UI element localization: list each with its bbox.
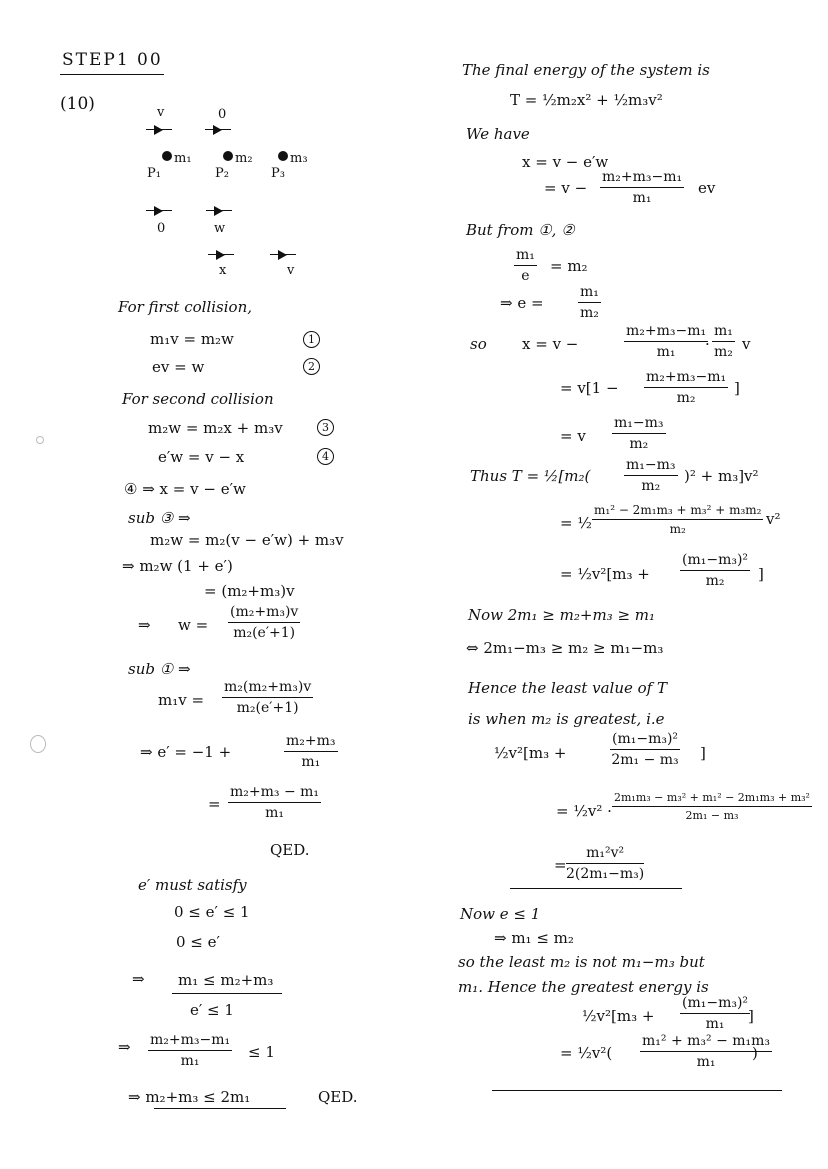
- fraction: $\frac{\text{m₁}}{\text{m₂}}$: [714, 323, 733, 360]
- derivation-line: = v −: [544, 179, 588, 197]
- fraction: $\frac{\text{m₁}}{e}$: [516, 247, 535, 284]
- derivation-line: so: [470, 335, 487, 353]
- hole-punch-mark: [30, 735, 46, 753]
- fraction: $\frac{\text{(m₁−m₃)²}}{\text{m₁}}$: [682, 995, 749, 1032]
- mass-label-m3: m₃: [290, 151, 308, 166]
- first-collision-heading: For first collision,: [118, 298, 253, 316]
- derivation-line: m₁v =: [158, 691, 205, 709]
- derivation-line: ½v²[m₃ +: [582, 1007, 655, 1025]
- second-collision-heading: For second collision: [122, 390, 274, 408]
- derivation-line: Hence the least value of T: [468, 679, 667, 697]
- derivation-line: ]: [734, 379, 740, 397]
- fraction: $\frac{\text{m₂+m₃−m₁}}{\text{m₁}}$: [626, 323, 707, 360]
- fraction: $\frac{\text{2m₁m₃ − m₃² + m₁² − 2m₁m₃ + m₃²}}{\text{2m₁ − m₃}}$: [614, 791, 810, 822]
- derivation-line: ⇒ m₁ ≤ m₂: [494, 929, 574, 947]
- arrow-right-icon: [206, 205, 232, 217]
- equation-4-tag: 4: [317, 448, 334, 465]
- derivation-line: v: [742, 335, 751, 353]
- derivation-line: m₁ ≤ m₂+m₃: [178, 971, 274, 989]
- end-rule: [492, 1090, 782, 1091]
- derivation-line: Now e ≤ 1: [460, 905, 541, 923]
- derivation-line: e′ ≤ 1: [190, 1001, 234, 1019]
- particle-icon: [162, 151, 172, 161]
- velocity-label-0: 0: [218, 107, 227, 122]
- title-underline: [60, 74, 164, 75]
- equation-2-tag: 2: [303, 358, 320, 375]
- derivation-line: ⇒: [132, 970, 145, 988]
- derivation-line: ½v²[m₃ +: [494, 744, 567, 762]
- derivation-line: ·: [705, 335, 710, 353]
- derivation-line: ⇒ m₂+m₃ ≤ 2m₁: [128, 1088, 251, 1106]
- after-first-label-0: 0: [157, 221, 166, 236]
- equation-1: m₁v = m₂w: [150, 330, 234, 348]
- derivation-line: ): [752, 1044, 758, 1062]
- derivation-line: x = v −: [522, 335, 579, 353]
- derivation-line: ⇒: [138, 616, 151, 634]
- derivation-line: = (m₂+m₃)v: [204, 582, 295, 600]
- answer-underline: [154, 1108, 286, 1109]
- particle-icon: [278, 151, 288, 161]
- derivation-line: is when m₂ is greatest, i.e: [468, 710, 665, 728]
- derivation-line: ⇒ m₂w (1 + e′): [122, 557, 233, 575]
- equation-3: m₂w = m₂x + m₃v: [148, 419, 283, 437]
- fraction: $\frac{\text{m₁−m₃}}{\text{m₂}}$: [626, 457, 676, 494]
- arrow-right-icon: [205, 124, 231, 136]
- derivation-line: =: [554, 856, 567, 874]
- derivation-line: 0 ≤ e′ ≤ 1: [174, 903, 250, 921]
- fraction: $\frac{\text{(m₁−m₃)²}}{\text{2m₁ − m₃}}$: [611, 731, 679, 768]
- after-second-label-x: x: [219, 263, 227, 278]
- qed-label: QED.: [318, 1088, 358, 1106]
- equation-3-tag: 3: [317, 419, 334, 436]
- derivation-line: = ½: [560, 514, 592, 532]
- fraction: $\frac{\text{m₂+m₃−m₁}}{\text{m₂}}$: [646, 369, 727, 406]
- fraction: $\frac{\text{m₂+m₃}}{\text{m₁}}$: [286, 733, 336, 770]
- derivation-line: But from ①, ②: [466, 221, 575, 239]
- derivation-line: m₁. Hence the greatest energy is: [458, 978, 709, 996]
- derivation-line: = ½v² ·: [556, 802, 612, 820]
- fraction: $\frac{\text{m₁² − 2m₁m₃ + m₃² + m₃m₂}}{\text{m₂}}$: [594, 503, 762, 536]
- answer-underline: [510, 888, 682, 889]
- derivation-line: = v: [560, 427, 586, 445]
- equation-4: e′w = v − x: [158, 448, 245, 466]
- derivation-line: sub ③ ⇒: [128, 509, 191, 527]
- derivation-line: ④ ⇒ x = v − e′w: [124, 480, 246, 498]
- derivation-line: ⇔ 2m₁−m₃ ≥ m₂ ≥ m₁−m₃: [466, 639, 664, 657]
- derivation-line: Now 2m₁ ≥ m₂+m₃ ≥ m₁: [468, 606, 656, 624]
- hole-punch-mark: [36, 436, 44, 444]
- mass-label-m2: m₂: [235, 151, 253, 166]
- energy-heading: The final energy of the system is: [462, 61, 710, 79]
- derivation-line: ⇒ e =: [500, 294, 544, 312]
- fraction: $\frac{\text{m₁−m₃}}{\text{m₂}}$: [614, 415, 664, 452]
- particle-icon: [223, 151, 233, 161]
- arrow-right-icon: [146, 124, 172, 136]
- arrow-right-icon: [270, 249, 296, 261]
- derivation-line: 0 ≤ e′: [176, 933, 220, 951]
- derivation-line: w =: [178, 616, 209, 634]
- question-number: (10): [60, 94, 95, 114]
- derivation-line: x = v − e′w: [522, 153, 609, 171]
- derivation-line: sub ① ⇒: [128, 660, 191, 678]
- particle-label-p3: P₃: [271, 166, 285, 181]
- derivation-line: = ½v²[m₃ +: [560, 565, 650, 583]
- divider: [172, 993, 282, 994]
- after-second-label-v: v: [287, 263, 295, 278]
- energy-equation: T = ½m₂x² + ½m₃v²: [510, 91, 663, 109]
- equation-2: ev = w: [152, 358, 205, 376]
- derivation-line: ]: [758, 565, 764, 583]
- derivation-line: = ½v²(: [560, 1044, 613, 1062]
- mass-label-m1: m₁: [174, 151, 192, 166]
- after-first-label-w: w: [214, 221, 226, 236]
- derivation-line: =: [208, 795, 221, 813]
- fraction: $\frac{\text{m₁}}{\text{m₂}}$: [580, 284, 599, 321]
- derivation-line: ⇒ e′ = −1 +: [140, 743, 232, 761]
- fraction: $\frac{\text{m₂+m₃−m₁}}{\text{m₁}}$: [602, 169, 683, 206]
- fraction: $\frac{\text{(m₁−m₃)²}}{\text{m₂}}$: [682, 552, 749, 589]
- derivation-line: We have: [466, 125, 530, 143]
- particle-label-p1: P₁: [147, 166, 161, 181]
- velocity-label-v: v: [157, 105, 165, 120]
- derivation-line: ]: [700, 744, 706, 762]
- page-title: STEP1 00: [62, 50, 163, 70]
- derivation-line: = v[1 −: [560, 379, 619, 397]
- fraction: $\frac{\text{m₁² + m₃² − m₁m₃}}{\text{m₁}}$: [642, 1033, 771, 1070]
- fraction: $\frac{\text{m₂+m₃−m₁}}{\text{m₁}}$: [150, 1032, 231, 1069]
- derivation-line: = m₂: [550, 257, 588, 275]
- derivation-line: ev: [698, 179, 716, 197]
- derivation-line: ≤ 1: [248, 1043, 275, 1061]
- fraction: $\frac{\text{(m₂+m₃)v}}{\text{m₂(e′+1)}}$: [230, 604, 299, 641]
- fraction: $\frac{\text{m₂+m₃ − m₁}}{\text{m₁}}$: [230, 784, 320, 821]
- derivation-line: so the least m₂ is not m₁−m₃ but: [458, 953, 705, 971]
- arrow-right-icon: [208, 249, 234, 261]
- derivation-line: )² + m₃]v²: [684, 467, 759, 485]
- derivation-line: ⇒: [118, 1038, 131, 1056]
- fraction: $\frac{\text{m₂(m₂+m₃)v}}{\text{m₂(e′+1)}}$: [224, 679, 312, 716]
- derivation-line: e′ must satisfy: [138, 876, 247, 894]
- particle-label-p2: P₂: [215, 166, 229, 181]
- arrow-right-icon: [146, 205, 172, 217]
- derivation-line: m₂w = m₂(v − e′w) + m₃v: [150, 531, 344, 549]
- qed-label: QED.: [270, 841, 310, 859]
- derivation-line: ]: [748, 1007, 754, 1025]
- derivation-line: v²: [766, 510, 781, 528]
- derivation-line: Thus T = ½[m₂(: [470, 467, 591, 485]
- equation-1-tag: 1: [303, 331, 320, 348]
- fraction: $\frac{\text{m₁²v²}}{\text{2(2m₁−m₃)}}$: [566, 845, 645, 882]
